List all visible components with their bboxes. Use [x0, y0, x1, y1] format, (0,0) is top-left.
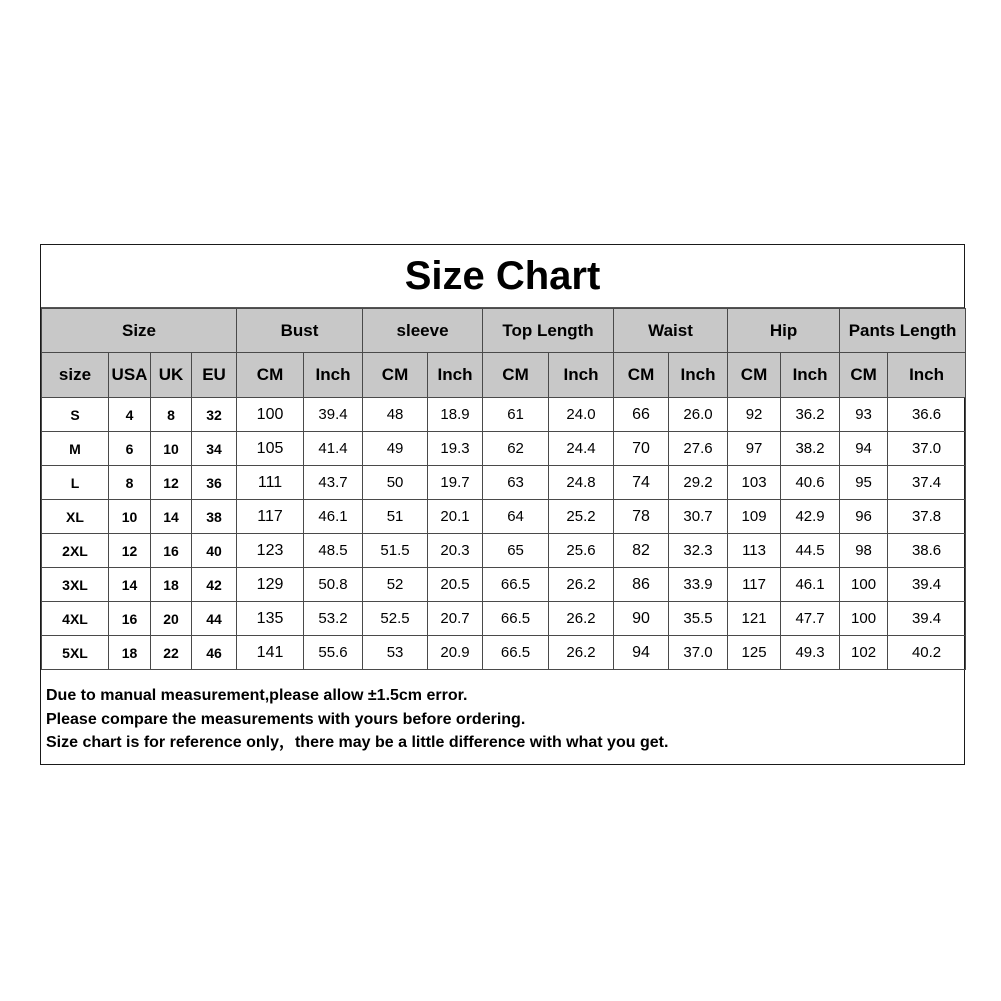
- table-cell: 40.2: [888, 636, 966, 670]
- table-cell: 47.7: [781, 602, 840, 636]
- table-cell: 40.6: [781, 466, 840, 500]
- table-cell: 105: [237, 432, 304, 466]
- table-cell: 61: [483, 398, 549, 432]
- table-cell: 65: [483, 534, 549, 568]
- table-cell: 32: [192, 398, 237, 432]
- table-cell: 10: [109, 500, 151, 534]
- table-cell: 12: [109, 534, 151, 568]
- table-cell: 109: [728, 500, 781, 534]
- table-cell: 46: [192, 636, 237, 670]
- table-cell: 66.5: [483, 636, 549, 670]
- note-line: Due to manual measurement,please allow ±1.5cm error.: [46, 687, 468, 704]
- table-cell: 4: [109, 398, 151, 432]
- group-header: Bust: [237, 309, 363, 353]
- unit-header: CM: [840, 353, 888, 398]
- table-cell: 37.4: [888, 466, 966, 500]
- chart-title: Size Chart: [41, 245, 964, 308]
- group-header: Top Length: [483, 309, 614, 353]
- table-cell: 95: [840, 466, 888, 500]
- group-header-row: [42, 309, 966, 353]
- table-cell: L: [42, 466, 109, 500]
- table-cell: 22: [151, 636, 192, 670]
- table-cell: 86: [614, 568, 669, 602]
- table-cell: 96: [840, 500, 888, 534]
- table-cell: 103: [728, 466, 781, 500]
- table-cell: 55.6: [304, 636, 363, 670]
- table-cell: 42.9: [781, 500, 840, 534]
- table-cell: 117: [237, 500, 304, 534]
- table-cell: 10: [151, 432, 192, 466]
- size-table: [41, 308, 966, 670]
- table-cell: 94: [840, 432, 888, 466]
- table-cell: 29.2: [669, 466, 728, 500]
- table-cell: 123: [237, 534, 304, 568]
- table-cell: 44.5: [781, 534, 840, 568]
- table-cell: 40: [192, 534, 237, 568]
- table-cell: 38.6: [888, 534, 966, 568]
- unit-header-row: [42, 353, 966, 398]
- table-row: [42, 568, 966, 602]
- table-cell: 48.5: [304, 534, 363, 568]
- table-cell: 46.1: [781, 568, 840, 602]
- table-cell: 135: [237, 602, 304, 636]
- table-cell: 50.8: [304, 568, 363, 602]
- unit-header: size: [42, 353, 109, 398]
- table-cell: 37.0: [669, 636, 728, 670]
- table-cell: 16: [151, 534, 192, 568]
- table-row: [42, 602, 966, 636]
- table-cell: 125: [728, 636, 781, 670]
- unit-header: Inch: [888, 353, 966, 398]
- notes: [46, 684, 668, 755]
- table-cell: 50: [363, 466, 428, 500]
- table-cell: 4XL: [42, 602, 109, 636]
- table-cell: 93: [840, 398, 888, 432]
- table-cell: 20.9: [428, 636, 483, 670]
- group-header: Waist: [614, 309, 728, 353]
- table-cell: 12: [151, 466, 192, 500]
- note-line: Size chart is for reference only，there may be a little difference with what you get.: [46, 734, 669, 751]
- table-cell: 20: [151, 602, 192, 636]
- table-cell: 51.5: [363, 534, 428, 568]
- note-line: Please compare the measurements with yours before ordering.: [46, 710, 526, 728]
- table-cell: 63: [483, 466, 549, 500]
- table-cell: 24.0: [549, 398, 614, 432]
- group-header: sleeve: [363, 309, 483, 353]
- unit-header: CM: [363, 353, 428, 398]
- table-cell: 25.6: [549, 534, 614, 568]
- unit-header: CM: [237, 353, 304, 398]
- table-cell: 33.9: [669, 568, 728, 602]
- table-cell: 129: [237, 568, 304, 602]
- table-cell: 18: [151, 568, 192, 602]
- table-cell: 48: [363, 398, 428, 432]
- table-cell: 39.4: [888, 568, 966, 602]
- table-cell: 37.0: [888, 432, 966, 466]
- table-cell: 100: [237, 398, 304, 432]
- table-cell: 42: [192, 568, 237, 602]
- table-cell: 111: [237, 466, 304, 500]
- table-row: [42, 432, 966, 466]
- table-row: [42, 500, 966, 534]
- table-cell: 70: [614, 432, 669, 466]
- table-cell: 53.2: [304, 602, 363, 636]
- table-cell: 78: [614, 500, 669, 534]
- table-cell: 14: [109, 568, 151, 602]
- table-cell: 18.9: [428, 398, 483, 432]
- table-cell: 66: [614, 398, 669, 432]
- table-cell: 37.8: [888, 500, 966, 534]
- table-cell: 8: [151, 398, 192, 432]
- table-cell: 36: [192, 466, 237, 500]
- table-cell: 49: [363, 432, 428, 466]
- table-cell: 117: [728, 568, 781, 602]
- table-cell: 94: [614, 636, 669, 670]
- table-cell: XL: [42, 500, 109, 534]
- table-cell: 49.3: [781, 636, 840, 670]
- table-cell: 2XL: [42, 534, 109, 568]
- table-cell: 5XL: [42, 636, 109, 670]
- unit-header: USA: [109, 353, 151, 398]
- table-cell: 113: [728, 534, 781, 568]
- table-cell: 92: [728, 398, 781, 432]
- table-cell: 35.5: [669, 602, 728, 636]
- unit-header: Inch: [781, 353, 840, 398]
- table-cell: 6: [109, 432, 151, 466]
- unit-header: CM: [728, 353, 781, 398]
- unit-header: Inch: [549, 353, 614, 398]
- table-cell: 20.3: [428, 534, 483, 568]
- table-cell: 38.2: [781, 432, 840, 466]
- table-cell: 20.1: [428, 500, 483, 534]
- table-cell: S: [42, 398, 109, 432]
- table-cell: 121: [728, 602, 781, 636]
- table-cell: M: [42, 432, 109, 466]
- unit-header: EU: [192, 353, 237, 398]
- table-cell: 82: [614, 534, 669, 568]
- table-cell: 27.6: [669, 432, 728, 466]
- table-cell: 51: [363, 500, 428, 534]
- table-cell: 26.2: [549, 602, 614, 636]
- group-header: Pants Length: [840, 309, 966, 353]
- table-cell: 53: [363, 636, 428, 670]
- unit-header: Inch: [428, 353, 483, 398]
- table-cell: 39.4: [304, 398, 363, 432]
- table-cell: 62: [483, 432, 549, 466]
- table-cell: 26.2: [549, 568, 614, 602]
- table-cell: 24.8: [549, 466, 614, 500]
- unit-header: CM: [614, 353, 669, 398]
- table-cell: 16: [109, 602, 151, 636]
- table-cell: 100: [840, 568, 888, 602]
- table-cell: 19.7: [428, 466, 483, 500]
- table-cell: 25.2: [549, 500, 614, 534]
- table-cell: 36.2: [781, 398, 840, 432]
- table-cell: 52.5: [363, 602, 428, 636]
- table-cell: 90: [614, 602, 669, 636]
- table-cell: 36.6: [888, 398, 966, 432]
- group-header: Hip: [728, 309, 840, 353]
- table-cell: 39.4: [888, 602, 966, 636]
- table-cell: 43.7: [304, 466, 363, 500]
- table-row: [42, 636, 966, 670]
- table-cell: 46.1: [304, 500, 363, 534]
- table-cell: 20.7: [428, 602, 483, 636]
- table-body: [42, 398, 966, 670]
- table-cell: 32.3: [669, 534, 728, 568]
- table-cell: 34: [192, 432, 237, 466]
- table-cell: 18: [109, 636, 151, 670]
- table-cell: 44: [192, 602, 237, 636]
- table-cell: 74: [614, 466, 669, 500]
- table-cell: 38: [192, 500, 237, 534]
- table-cell: 19.3: [428, 432, 483, 466]
- table-cell: 66.5: [483, 568, 549, 602]
- unit-header: CM: [483, 353, 549, 398]
- table-cell: 26.0: [669, 398, 728, 432]
- table-cell: 30.7: [669, 500, 728, 534]
- unit-header: Inch: [304, 353, 363, 398]
- table-cell: 66.5: [483, 602, 549, 636]
- table-cell: 98: [840, 534, 888, 568]
- table-cell: 14: [151, 500, 192, 534]
- table-cell: 3XL: [42, 568, 109, 602]
- table-cell: 100: [840, 602, 888, 636]
- table-cell: 24.4: [549, 432, 614, 466]
- group-header: Size: [42, 309, 237, 353]
- table-row: [42, 398, 966, 432]
- table-cell: 8: [109, 466, 151, 500]
- table-row: [42, 466, 966, 500]
- table-cell: 52: [363, 568, 428, 602]
- table-cell: 20.5: [428, 568, 483, 602]
- unit-header: Inch: [669, 353, 728, 398]
- table-cell: 102: [840, 636, 888, 670]
- unit-header: UK: [151, 353, 192, 398]
- table-cell: 141: [237, 636, 304, 670]
- size-chart: [40, 244, 965, 765]
- table-cell: 97: [728, 432, 781, 466]
- table-cell: 41.4: [304, 432, 363, 466]
- table-cell: 26.2: [549, 636, 614, 670]
- table-cell: 64: [483, 500, 549, 534]
- table-row: [42, 534, 966, 568]
